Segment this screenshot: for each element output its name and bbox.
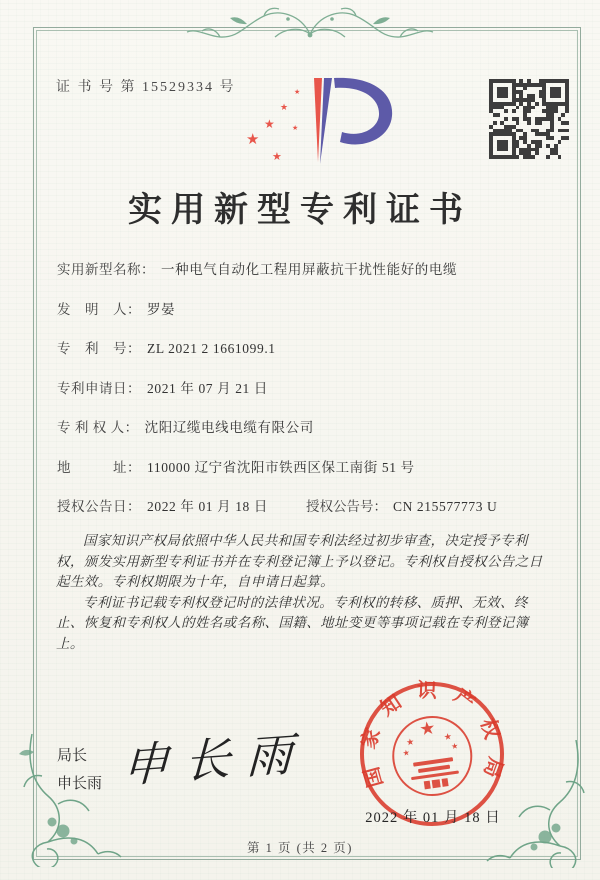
field-value: 2022 年 01 月 18 日 <box>147 499 268 514</box>
svg-text:★: ★ <box>294 88 301 96</box>
field-row-grant-date-and-number <box>57 495 557 517</box>
qr-module <box>565 155 569 159</box>
svg-text:★: ★ <box>443 732 453 744</box>
svg-text:★: ★ <box>246 130 260 148</box>
field-value: ZL 2021 2 1661099.1 <box>147 341 276 356</box>
field-row-utility-model-name <box>57 258 557 280</box>
svg-text:★: ★ <box>292 124 299 132</box>
svg-text:★: ★ <box>450 741 459 752</box>
field-row-patentee <box>57 416 557 438</box>
director-name: 申长雨 <box>57 776 103 792</box>
svg-text:★: ★ <box>264 117 275 131</box>
field-value: 2021 年 07 月 21 日 <box>147 380 268 396</box>
svg-text:★: ★ <box>402 748 411 759</box>
seal-date: 2022 年 01 月 18 日 <box>365 810 501 826</box>
director-handwritten-signature: 申长雨 <box>121 727 310 793</box>
certificate-title: 实用新型专利证书 <box>128 192 472 229</box>
grant-number-value: CN 215577773 U <box>392 499 498 514</box>
svg-text:★: ★ <box>418 717 437 741</box>
svg-text:★: ★ <box>272 150 282 163</box>
cnipa-logo <box>236 74 408 168</box>
field-value: 沈阳辽缆电线电缆有限公司 <box>144 420 314 435</box>
field-label: 授权公告日： <box>57 499 141 514</box>
qr-code <box>489 79 569 159</box>
field-value: 110000 辽宁省沈阳市铁西区保工南街 51 号 <box>147 459 415 475</box>
field-label: 实用新型名称： <box>57 262 155 277</box>
national-emblem-icon <box>388 712 476 800</box>
field-label: 专 利 号： <box>57 341 141 356</box>
svg-text:★: ★ <box>405 737 415 749</box>
legal-body-text <box>56 531 546 654</box>
logo-stars <box>246 88 300 163</box>
field-row-filing-date <box>57 377 557 399</box>
field-row-inventor <box>57 298 557 320</box>
field-row-address <box>57 456 557 478</box>
field-label: 发 明 人： <box>57 301 141 317</box>
logo-p-mark <box>314 78 392 164</box>
field-row-patent-number <box>57 337 557 359</box>
legal-paragraph-1: 国家知识产权局依照中华人民共和国专利法经过初步审查，决定授予专利权，颁发实用新型专利证书并在专利登记簿上予以登记。专利权自授权公告之日起生效。专利权期限为十年，自申请日起算。 <box>56 533 543 589</box>
signature-block <box>57 742 102 798</box>
field-value: 罗晏 <box>147 301 176 317</box>
certificate-fields <box>57 258 557 535</box>
field-label: 地 址： <box>57 459 141 475</box>
certificate-number: 证 书 号 第 15529334 号 <box>56 80 236 95</box>
grant-number-label: 授权公告号： <box>305 499 387 514</box>
field-label: 专 利 权 人： <box>57 420 139 435</box>
seal-arc-text: 国家知识产权局 <box>356 679 507 795</box>
field-value: 一种电气自动化工程用屏蔽抗干扰性能好的电缆 <box>161 262 458 277</box>
page-number-footer: 第 1 页 (共 2 页) <box>247 841 353 855</box>
legal-paragraph-2: 专利证书记载专利权登记时的法律状况。专利权的转移、质押、无效、终止、恢复和专利权人的姓名或名称、国籍、地址变更等事项记载在专利登记簿上。 <box>56 594 529 651</box>
field-label: 专利申请日： <box>57 380 141 396</box>
svg-text:★: ★ <box>280 103 289 113</box>
director-title: 局长 <box>57 748 88 764</box>
